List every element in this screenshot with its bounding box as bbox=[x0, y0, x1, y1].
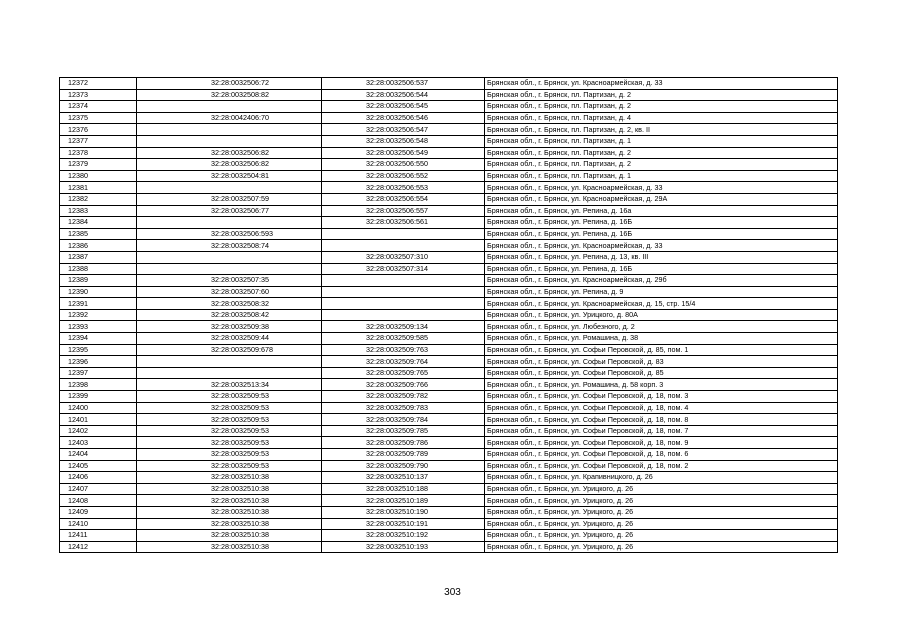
table-row bbox=[60, 298, 838, 310]
table-row bbox=[60, 147, 838, 159]
address-cell: Брянская обл., г. Брянск, ул. Крапивницкого, д. 26 bbox=[485, 472, 838, 484]
address-cell: Брянская обл., г. Брянск, ул. Софьи Перовской, д. 18, пом. 6 bbox=[485, 449, 838, 461]
row-number-cell: 12388 bbox=[60, 263, 137, 275]
row-number-cell: 12405 bbox=[60, 460, 137, 472]
row-number-cell: 12385 bbox=[60, 228, 137, 240]
table-row bbox=[60, 483, 838, 495]
row-number-cell: 12372 bbox=[60, 78, 137, 90]
cadastral-number-cell: 32:28:0032510:38 bbox=[137, 506, 322, 518]
table-row bbox=[60, 240, 838, 252]
row-number-cell: 12408 bbox=[60, 495, 137, 507]
table-row bbox=[60, 530, 838, 542]
cadastral-number-cell: 32:28:0032504:81 bbox=[137, 170, 322, 182]
row-number-cell: 12377 bbox=[60, 135, 137, 147]
table-row bbox=[60, 275, 838, 287]
table-row bbox=[60, 344, 838, 356]
object-cadastral-number-cell: 32:28:0032506:552 bbox=[322, 170, 485, 182]
address-cell: Брянская обл., г. Брянск, ул. Урицкого, д. 26 bbox=[485, 483, 838, 495]
address-cell: Брянская обл., г. Брянск, ул. Репина, д. 9 bbox=[485, 286, 838, 298]
row-number-cell: 12373 bbox=[60, 89, 137, 101]
object-cadastral-number-cell: 32:28:0032509:785 bbox=[322, 425, 485, 437]
row-number-cell: 12397 bbox=[60, 367, 137, 379]
object-cadastral-number-cell bbox=[322, 298, 485, 310]
table-row bbox=[60, 541, 838, 553]
address-cell: Брянская обл., г. Брянск, ул. Красноармейская, д. 15, стр. 15/4 bbox=[485, 298, 838, 310]
table-row bbox=[60, 205, 838, 217]
object-cadastral-number-cell: 32:28:0032509:782 bbox=[322, 391, 485, 403]
table-row bbox=[60, 217, 838, 229]
address-cell: Брянская обл., г. Брянск, ул. Софьи Перовской, д. 83 bbox=[485, 356, 838, 368]
object-cadastral-number-cell: 32:28:0032510:188 bbox=[322, 483, 485, 495]
table-row bbox=[60, 124, 838, 136]
address-cell: Брянская обл., г. Брянск, ул. Урицкого, д. 26 bbox=[485, 530, 838, 542]
address-cell: Брянская обл., г. Брянск, ул. Репина, д. 13, кв. III bbox=[485, 251, 838, 263]
row-number-cell: 12382 bbox=[60, 193, 137, 205]
row-number-cell: 12403 bbox=[60, 437, 137, 449]
object-cadastral-number-cell: 32:28:0032509:786 bbox=[322, 437, 485, 449]
object-cadastral-number-cell: 32:28:0032510:189 bbox=[322, 495, 485, 507]
object-cadastral-number-cell: 32:28:0032509:784 bbox=[322, 414, 485, 426]
table-row bbox=[60, 101, 838, 113]
address-cell: Брянская обл., г. Брянск, ул. Ромашина, д. 38 bbox=[485, 333, 838, 345]
table-row bbox=[60, 356, 838, 368]
table-row bbox=[60, 182, 838, 194]
table-row bbox=[60, 518, 838, 530]
cadastral-number-cell: 32:28:0032506:593 bbox=[137, 228, 322, 240]
object-cadastral-number-cell: 32:28:0032506:549 bbox=[322, 147, 485, 159]
address-cell: Брянская обл., г. Брянск, пл. Партизан, д. 1 bbox=[485, 135, 838, 147]
cadastral-number-cell: 32:28:0032510:38 bbox=[137, 530, 322, 542]
address-cell: Брянская обл., г. Брянск, ул. Софьи Перовской, д. 18, пом. 7 bbox=[485, 425, 838, 437]
object-cadastral-number-cell bbox=[322, 275, 485, 287]
cadastral-number-cell bbox=[137, 356, 322, 368]
table-row bbox=[60, 286, 838, 298]
cadastral-number-cell: 32:28:0032507:60 bbox=[137, 286, 322, 298]
row-number-cell: 12396 bbox=[60, 356, 137, 368]
address-cell: Брянская обл., г. Брянск, ул. Красноармейская, д. 29А bbox=[485, 193, 838, 205]
cadastral-number-cell bbox=[137, 251, 322, 263]
cadastral-number-cell: 32:28:0032509:53 bbox=[137, 414, 322, 426]
object-cadastral-number-cell: 32:28:0032506:545 bbox=[322, 101, 485, 113]
address-cell: Брянская обл., г. Брянск, ул. Красноармейская, д. 33 bbox=[485, 182, 838, 194]
cadastral-number-cell: 32:28:0032508:42 bbox=[137, 309, 322, 321]
cadastral-number-cell: 32:28:0032508:82 bbox=[137, 89, 322, 101]
table-row bbox=[60, 78, 838, 90]
cadastral-number-cell: 32:28:0032509:53 bbox=[137, 460, 322, 472]
table-row bbox=[60, 460, 838, 472]
address-cell: Брянская обл., г. Брянск, ул. Софьи Перовской, д. 18, пом. 9 bbox=[485, 437, 838, 449]
object-cadastral-number-cell bbox=[322, 228, 485, 240]
table-row bbox=[60, 414, 838, 426]
address-cell: Брянская обл., г. Брянск, ул. Красноармейская, д. 33 bbox=[485, 240, 838, 252]
address-cell: Брянская обл., г. Брянск, пл. Партизан, д. 2 bbox=[485, 147, 838, 159]
address-cell: Брянская обл., г. Брянск, ул. Урицкого, д. 26 bbox=[485, 518, 838, 530]
registry-table-body bbox=[60, 78, 838, 553]
address-cell: Брянская обл., г. Брянск, пл. Партизан, д. 2 bbox=[485, 89, 838, 101]
object-cadastral-number-cell: 32:28:0032509:764 bbox=[322, 356, 485, 368]
object-cadastral-number-cell: 32:28:0032506:550 bbox=[322, 159, 485, 171]
object-cadastral-number-cell: 32:28:0032509:790 bbox=[322, 460, 485, 472]
row-number-cell: 12407 bbox=[60, 483, 137, 495]
row-number-cell: 12398 bbox=[60, 379, 137, 391]
table-row bbox=[60, 193, 838, 205]
table-row bbox=[60, 402, 838, 414]
cadastral-number-cell: 32:28:0032509:53 bbox=[137, 391, 322, 403]
cadastral-number-cell: 32:28:0032509:53 bbox=[137, 437, 322, 449]
table-row bbox=[60, 437, 838, 449]
cadastral-number-cell bbox=[137, 367, 322, 379]
row-number-cell: 12406 bbox=[60, 472, 137, 484]
object-cadastral-number-cell: 32:28:0032506:548 bbox=[322, 135, 485, 147]
row-number-cell: 12404 bbox=[60, 449, 137, 461]
object-cadastral-number-cell: 32:28:0032510:137 bbox=[322, 472, 485, 484]
page-number: 303 bbox=[444, 587, 461, 598]
cadastral-number-cell: 32:28:0032509:53 bbox=[137, 402, 322, 414]
row-number-cell: 12402 bbox=[60, 425, 137, 437]
object-cadastral-number-cell: 32:28:0032506:554 bbox=[322, 193, 485, 205]
object-cadastral-number-cell bbox=[322, 309, 485, 321]
table-row bbox=[60, 309, 838, 321]
cadastral-number-cell: 32:28:0032506:72 bbox=[137, 78, 322, 90]
cadastral-number-cell: 32:28:0032506:82 bbox=[137, 147, 322, 159]
address-cell: Брянская обл., г. Брянск, ул. Репина, д. 16а bbox=[485, 205, 838, 217]
table-row bbox=[60, 228, 838, 240]
registry-table bbox=[59, 77, 838, 553]
row-number-cell: 12393 bbox=[60, 321, 137, 333]
row-number-cell: 12375 bbox=[60, 112, 137, 124]
cadastral-number-cell bbox=[137, 182, 322, 194]
object-cadastral-number-cell bbox=[322, 240, 485, 252]
address-cell: Брянская обл., г. Брянск, ул. Репина, д. 16Б bbox=[485, 263, 838, 275]
table-row bbox=[60, 333, 838, 345]
cadastral-number-cell: 32:28:0032509:53 bbox=[137, 425, 322, 437]
cadastral-number-cell: 32:28:0042406:70 bbox=[137, 112, 322, 124]
row-number-cell: 12401 bbox=[60, 414, 137, 426]
cadastral-number-cell bbox=[137, 135, 322, 147]
row-number-cell: 12394 bbox=[60, 333, 137, 345]
row-number-cell: 12410 bbox=[60, 518, 137, 530]
address-cell: Брянская обл., г. Брянск, ул. Красноармейская, д. 29б bbox=[485, 275, 838, 287]
row-number-cell: 12399 bbox=[60, 391, 137, 403]
cadastral-number-cell: 32:28:0032508:32 bbox=[137, 298, 322, 310]
address-cell: Брянская обл., г. Брянск, ул. Урицкого, д. 26 bbox=[485, 506, 838, 518]
address-cell: Брянская обл., г. Брянск, ул. Любезного, д. 2 bbox=[485, 321, 838, 333]
row-number-cell: 12384 bbox=[60, 217, 137, 229]
address-cell: Брянская обл., г. Брянск, ул. Софьи Перовской, д. 18, пом. 3 bbox=[485, 391, 838, 403]
table-row bbox=[60, 379, 838, 391]
table-row bbox=[60, 425, 838, 437]
address-cell: Брянская обл., г. Брянск, ул. Софьи Перовской, д. 18, пом. 4 bbox=[485, 402, 838, 414]
cadastral-number-cell: 32:28:0032508:74 bbox=[137, 240, 322, 252]
object-cadastral-number-cell: 32:28:0032509:763 bbox=[322, 344, 485, 356]
table-row bbox=[60, 391, 838, 403]
table-row bbox=[60, 251, 838, 263]
table-row bbox=[60, 367, 838, 379]
row-number-cell: 12380 bbox=[60, 170, 137, 182]
address-cell: Брянская обл., г. Брянск, пл. Партизан, д. 1 bbox=[485, 170, 838, 182]
object-cadastral-number-cell: 32:28:0032506:553 bbox=[322, 182, 485, 194]
object-cadastral-number-cell: 32:28:0032509:134 bbox=[322, 321, 485, 333]
cadastral-number-cell: 32:28:0032506:77 bbox=[137, 205, 322, 217]
object-cadastral-number-cell: 32:28:0032509:765 bbox=[322, 367, 485, 379]
cadastral-number-cell: 32:28:0032509:53 bbox=[137, 449, 322, 461]
object-cadastral-number-cell: 32:28:0032510:193 bbox=[322, 541, 485, 553]
row-number-cell: 12378 bbox=[60, 147, 137, 159]
table-row bbox=[60, 159, 838, 171]
object-cadastral-number-cell: 32:28:0032506:544 bbox=[322, 89, 485, 101]
address-cell: Брянская обл., г. Брянск, ул. Софьи Перовской, д. 18, пом. 8 bbox=[485, 414, 838, 426]
object-cadastral-number-cell: 32:28:0032506:557 bbox=[322, 205, 485, 217]
table-row bbox=[60, 135, 838, 147]
cadastral-number-cell bbox=[137, 217, 322, 229]
address-cell: Брянская обл., г. Брянск, ул. Красноармейская, д. 33 bbox=[485, 78, 838, 90]
object-cadastral-number-cell: 32:28:0032506:561 bbox=[322, 217, 485, 229]
object-cadastral-number-cell: 32:28:0032506:547 bbox=[322, 124, 485, 136]
row-number-cell: 12392 bbox=[60, 309, 137, 321]
address-cell: Брянская обл., г. Брянск, ул. Репина, д. 16Б bbox=[485, 228, 838, 240]
object-cadastral-number-cell bbox=[322, 286, 485, 298]
table-row bbox=[60, 506, 838, 518]
row-number-cell: 12412 bbox=[60, 541, 137, 553]
table-row bbox=[60, 472, 838, 484]
object-cadastral-number-cell: 32:28:0032510:190 bbox=[322, 506, 485, 518]
address-cell: Брянская обл., г. Брянск, пл. Партизан, д. 2, кв. II bbox=[485, 124, 838, 136]
cadastral-number-cell: 32:28:0032509:678 bbox=[137, 344, 322, 356]
cadastral-number-cell bbox=[137, 263, 322, 275]
row-number-cell: 12389 bbox=[60, 275, 137, 287]
object-cadastral-number-cell: 32:28:0032507:310 bbox=[322, 251, 485, 263]
row-number-cell: 12391 bbox=[60, 298, 137, 310]
table-row bbox=[60, 449, 838, 461]
cadastral-number-cell: 32:28:0032513:34 bbox=[137, 379, 322, 391]
row-number-cell: 12374 bbox=[60, 101, 137, 113]
address-cell: Брянская обл., г. Брянск, пл. Партизан, д. 2 bbox=[485, 159, 838, 171]
table-row bbox=[60, 495, 838, 507]
row-number-cell: 12376 bbox=[60, 124, 137, 136]
object-cadastral-number-cell: 32:28:0032509:783 bbox=[322, 402, 485, 414]
cadastral-number-cell: 32:28:0032509:44 bbox=[137, 333, 322, 345]
row-number-cell: 12383 bbox=[60, 205, 137, 217]
object-cadastral-number-cell: 32:28:0032506:537 bbox=[322, 78, 485, 90]
address-cell: Брянская обл., г. Брянск, ул. Урицкого, д. 26 bbox=[485, 541, 838, 553]
table-row bbox=[60, 321, 838, 333]
address-cell: Брянская обл., г. Брянск, ул. Софьи Перовской, д. 18, пом. 2 bbox=[485, 460, 838, 472]
row-number-cell: 12381 bbox=[60, 182, 137, 194]
cadastral-number-cell bbox=[137, 101, 322, 113]
address-cell: Брянская обл., г. Брянск, ул. Софьи Перовской, д. 85 bbox=[485, 367, 838, 379]
cadastral-number-cell: 32:28:0032507:59 bbox=[137, 193, 322, 205]
address-cell: Брянская обл., г. Брянск, ул. Урицкого, д. 26 bbox=[485, 495, 838, 507]
cadastral-number-cell: 32:28:0032510:38 bbox=[137, 495, 322, 507]
row-number-cell: 12409 bbox=[60, 506, 137, 518]
row-number-cell: 12386 bbox=[60, 240, 137, 252]
cadastral-number-cell bbox=[137, 124, 322, 136]
row-number-cell: 12390 bbox=[60, 286, 137, 298]
cadastral-number-cell: 32:28:0032506:82 bbox=[137, 159, 322, 171]
cadastral-number-cell: 32:28:0032510:38 bbox=[137, 518, 322, 530]
object-cadastral-number-cell: 32:28:0032509:585 bbox=[322, 333, 485, 345]
row-number-cell: 12400 bbox=[60, 402, 137, 414]
object-cadastral-number-cell: 32:28:0032510:191 bbox=[322, 518, 485, 530]
object-cadastral-number-cell: 32:28:0032506:546 bbox=[322, 112, 485, 124]
address-cell: Брянская обл., г. Брянск, ул. Урицкого, д. 80А bbox=[485, 309, 838, 321]
row-number-cell: 12379 bbox=[60, 159, 137, 171]
object-cadastral-number-cell: 32:28:0032509:766 bbox=[322, 379, 485, 391]
address-cell: Брянская обл., г. Брянск, ул. Софьи Перовской, д. 85, пом. 1 bbox=[485, 344, 838, 356]
cadastral-number-cell: 32:28:0032509:38 bbox=[137, 321, 322, 333]
object-cadastral-number-cell: 32:28:0032507:314 bbox=[322, 263, 485, 275]
table-row bbox=[60, 170, 838, 182]
address-cell: Брянская обл., г. Брянск, пл. Партизан, д. 2 bbox=[485, 101, 838, 113]
table-row bbox=[60, 263, 838, 275]
object-cadastral-number-cell: 32:28:0032510:192 bbox=[322, 530, 485, 542]
row-number-cell: 12387 bbox=[60, 251, 137, 263]
cadastral-number-cell: 32:28:0032510:38 bbox=[137, 483, 322, 495]
table-row bbox=[60, 89, 838, 101]
table-row bbox=[60, 112, 838, 124]
address-cell: Брянская обл., г. Брянск, пл. Партизан, д. 4 bbox=[485, 112, 838, 124]
object-cadastral-number-cell: 32:28:0032509:789 bbox=[322, 449, 485, 461]
address-cell: Брянская обл., г. Брянск, ул. Ромашина, д. 58 корп. 3 bbox=[485, 379, 838, 391]
cadastral-number-cell: 32:28:0032510:38 bbox=[137, 541, 322, 553]
row-number-cell: 12395 bbox=[60, 344, 137, 356]
cadastral-number-cell: 32:28:0032510:38 bbox=[137, 472, 322, 484]
row-number-cell: 12411 bbox=[60, 530, 137, 542]
address-cell: Брянская обл., г. Брянск, ул. Репина, д. 16Б bbox=[485, 217, 838, 229]
cadastral-number-cell: 32:28:0032507:35 bbox=[137, 275, 322, 287]
